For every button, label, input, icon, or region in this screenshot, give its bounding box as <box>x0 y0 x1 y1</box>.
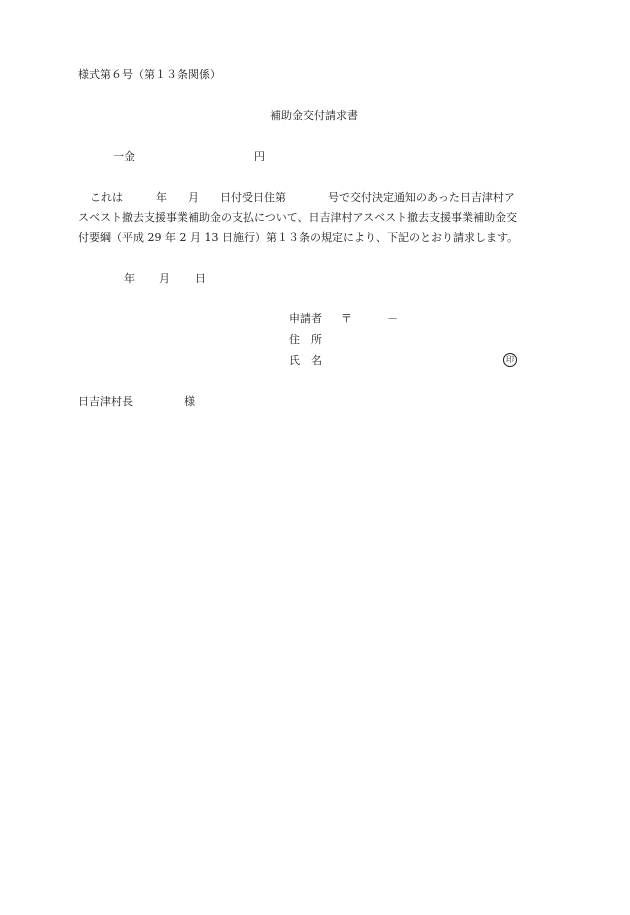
form-number: 様式第６号（第１３条関係） <box>78 68 221 81</box>
body-month: 月 <box>188 191 199 204</box>
date-row <box>124 272 206 286</box>
seal-mark: 印 <box>503 353 517 367</box>
honorific: 様 <box>184 395 195 408</box>
postal-dash: － <box>387 312 398 325</box>
body-notice: 号で交付決定通知のあった日吉津村ア <box>328 191 515 204</box>
amount-prefix: 一金 <box>113 150 135 163</box>
addressee-row <box>78 395 195 409</box>
amount-row <box>113 150 265 164</box>
body-decision-number: 日付受日住第 <box>220 191 286 204</box>
body-line-1 <box>78 191 515 205</box>
body-line-3: 付要綱（平成 29 年 2 月 13 日施行）第１３条の規定により、下記のとおり請求します。 <box>78 231 519 244</box>
address-label: 住 所 <box>289 333 322 346</box>
applicant-label: 申請者 <box>289 312 322 325</box>
date-day: 日 <box>195 272 206 285</box>
date-year: 年 <box>124 272 135 285</box>
postal-mark: 〒 <box>341 312 352 325</box>
document-title: 補助金交付請求書 <box>270 109 358 122</box>
mayor-title: 日吉津村長 <box>78 395 133 408</box>
name-label: 氏 名 <box>289 354 322 367</box>
applicant-row <box>289 312 398 326</box>
body-line-2: スベスト撤去支援事業補助金の支払について、日吉津村アスベスト撤去支援事業補助金交 <box>78 211 518 224</box>
body-intro: これは <box>90 191 123 204</box>
date-month: 月 <box>159 272 170 285</box>
body-year: 年 <box>156 191 167 204</box>
amount-unit: 円 <box>254 150 265 163</box>
